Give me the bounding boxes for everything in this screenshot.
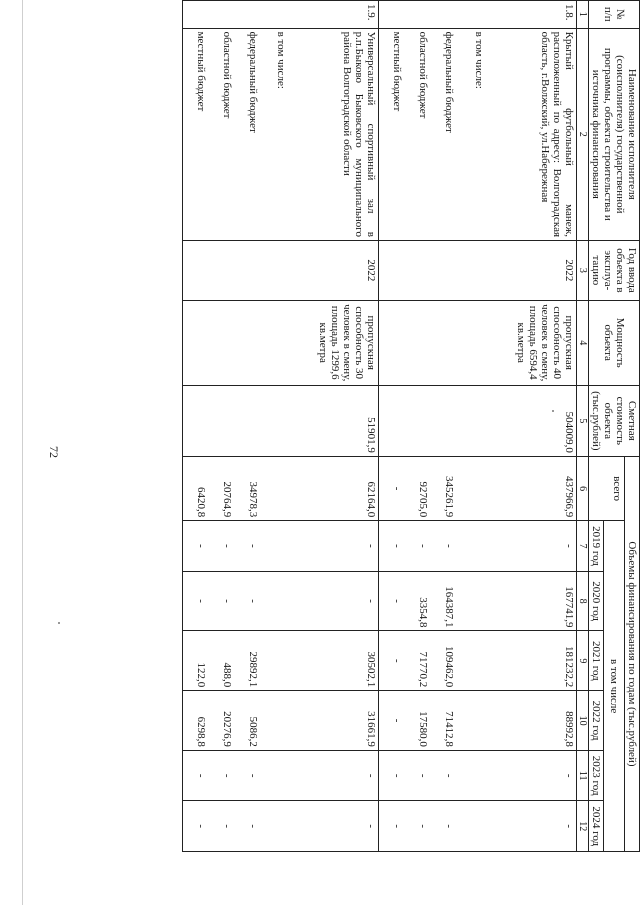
- header-2022: 2022 год: [589, 691, 604, 751]
- row-name: Крытый футбольный манеж, расположенный по адресу: Волгоградская область, г.Волжский, ул.Набережная: [487, 28, 577, 240]
- row-2023: -: [431, 750, 457, 801]
- row-2020: 164387,1: [431, 571, 457, 631]
- row-2022: -: [379, 691, 405, 751]
- row-2023: -: [405, 750, 431, 801]
- row-total: 34978,3: [235, 456, 261, 520]
- row-2020: -: [235, 571, 261, 631]
- row-2019: -: [235, 521, 261, 572]
- row-2019: -: [405, 521, 431, 572]
- row-name: областной бюджет: [405, 28, 431, 240]
- row-total: 20764,9: [209, 456, 235, 520]
- page-number: 72: [47, 446, 61, 458]
- table-row: [235, 1, 261, 852]
- row-capacity: пропускная способность 40 человек в смену, площадь 6594,4 кв.метра: [487, 300, 577, 385]
- col-number: 1: [577, 1, 589, 29]
- header-row-1: [625, 1, 640, 852]
- col-number: 8: [577, 571, 589, 631]
- table-row: [431, 1, 457, 852]
- row-2022: 31661,9: [289, 691, 379, 751]
- row-name: областной бюджет: [209, 28, 235, 240]
- row-2024: -: [289, 801, 379, 852]
- row-total: 437966,9: [487, 456, 577, 520]
- row-2022: 6298,8: [183, 691, 209, 751]
- row-2020: -: [379, 571, 405, 631]
- col-number: 6: [577, 456, 589, 520]
- row-2023: -: [487, 750, 577, 801]
- scan-speck: [58, 622, 60, 624]
- row-cost: 504009,0: [487, 385, 577, 456]
- table-row: [209, 1, 235, 852]
- row-name: местный бюджет: [379, 28, 405, 240]
- row-num: 1.8.: [487, 1, 577, 29]
- row-2020: -: [289, 571, 379, 631]
- row-year: 2022: [487, 241, 577, 301]
- row-2022: 20276,9: [209, 691, 235, 751]
- row-2022: 5086,2: [235, 691, 261, 751]
- row-2019: -: [379, 521, 405, 572]
- row-including-label: в том числе:: [261, 28, 289, 240]
- table-row: [487, 1, 577, 852]
- row-2023: -: [289, 750, 379, 801]
- row-2019: -: [487, 521, 577, 572]
- row-total: 345261,9: [431, 456, 457, 520]
- table-row: [261, 1, 289, 852]
- row-2024: -: [183, 801, 209, 852]
- row-capacity: пропускная способность 30 человек в смену, площадь 1299,6 кв.метра: [289, 300, 379, 385]
- row-including-label: в том числе:: [457, 28, 487, 240]
- row-2023: -: [235, 750, 261, 801]
- header-2021: 2021 год: [589, 631, 604, 691]
- row-total: 62164,0: [289, 456, 379, 520]
- row-name: местный бюджет: [183, 28, 209, 240]
- header-2023: 2023 год: [589, 750, 604, 801]
- rotated-table-container: [120, 0, 640, 860]
- row-2022: 88992,8: [487, 691, 577, 751]
- row-name: федеральный бюджет: [235, 28, 261, 240]
- row-2022: 71412,8: [431, 691, 457, 751]
- row-2019: -: [431, 521, 457, 572]
- header-volumes: Объемы финансирования по годам (тыс.рублей): [625, 456, 640, 851]
- col-number: 11: [577, 750, 589, 801]
- row-2019: -: [289, 521, 379, 572]
- row-2023: -: [183, 750, 209, 801]
- table-row: [405, 1, 431, 852]
- header-2024: 2024 год: [589, 801, 604, 852]
- row-2021: 30502,1: [289, 631, 379, 691]
- row-2024: -: [379, 801, 405, 852]
- row-name: федеральный бюджет: [431, 28, 457, 240]
- row-2023: -: [209, 750, 235, 801]
- row-total: 92705,0: [405, 456, 431, 520]
- header-cost: Сметная стоимость объекта (тыс.рублей): [589, 385, 640, 456]
- row-2021: 488,0: [209, 631, 235, 691]
- col-number: 12: [577, 801, 589, 852]
- row-2020: 3354,8: [405, 571, 431, 631]
- row-2024: -: [487, 801, 577, 852]
- row-name: Универсальный спортивный зал в р.п.Быково Быковского муниципального района Волгоградской области: [289, 28, 379, 240]
- table-row: [379, 1, 405, 852]
- row-2024: -: [235, 801, 261, 852]
- row-2023: -: [379, 750, 405, 801]
- table-row: [183, 1, 209, 852]
- row-2019: -: [183, 521, 209, 572]
- col-number: 7: [577, 521, 589, 572]
- col-number: 4: [577, 300, 589, 385]
- table-row: [457, 1, 487, 852]
- row-2021: 109462,0: [431, 631, 457, 691]
- header-total: всего: [589, 456, 625, 520]
- col-number: 2: [577, 28, 589, 240]
- row-year: 2022: [289, 241, 379, 301]
- column-number-row: [577, 1, 589, 852]
- row-num: 1.9.: [289, 1, 379, 29]
- row-2021: 29892,1: [235, 631, 261, 691]
- header-name: Наименование исполнителя (соисполнителя) государственной программы, объекта строительства и источника финансирования: [589, 28, 640, 240]
- header-including: в том числе: [604, 521, 625, 852]
- col-number: 9: [577, 631, 589, 691]
- col-number: 10: [577, 691, 589, 751]
- header-2020: 2020 год: [589, 571, 604, 631]
- row-2022: 17580,0: [405, 691, 431, 751]
- scan-edge-line: [22, 0, 23, 905]
- row-2019: -: [209, 521, 235, 572]
- row-2024: -: [405, 801, 431, 852]
- row-2024: -: [209, 801, 235, 852]
- row-2021: 181232,2: [487, 631, 577, 691]
- row-cost: 51901,9: [289, 385, 379, 456]
- row-2020: -: [209, 571, 235, 631]
- row-2021: 122,0: [183, 631, 209, 691]
- table-row: [289, 1, 379, 852]
- row-2020: 167741,9: [487, 571, 577, 631]
- financing-table: [182, 0, 640, 852]
- col-number: 3: [577, 241, 589, 301]
- col-number: 5: [577, 385, 589, 456]
- row-total: 6420,8: [183, 456, 209, 520]
- header-capacity: Мощность объекта: [589, 300, 640, 385]
- header-year: Год ввода объекта в эксплуа-тацию: [589, 241, 640, 301]
- row-2021: -: [379, 631, 405, 691]
- row-2021: 71770,2: [405, 631, 431, 691]
- header-2019: 2019 год: [589, 521, 604, 572]
- header-num: № п/п: [589, 1, 640, 29]
- row-2020: -: [183, 571, 209, 631]
- row-total: -: [379, 456, 405, 520]
- row-2024: -: [431, 801, 457, 852]
